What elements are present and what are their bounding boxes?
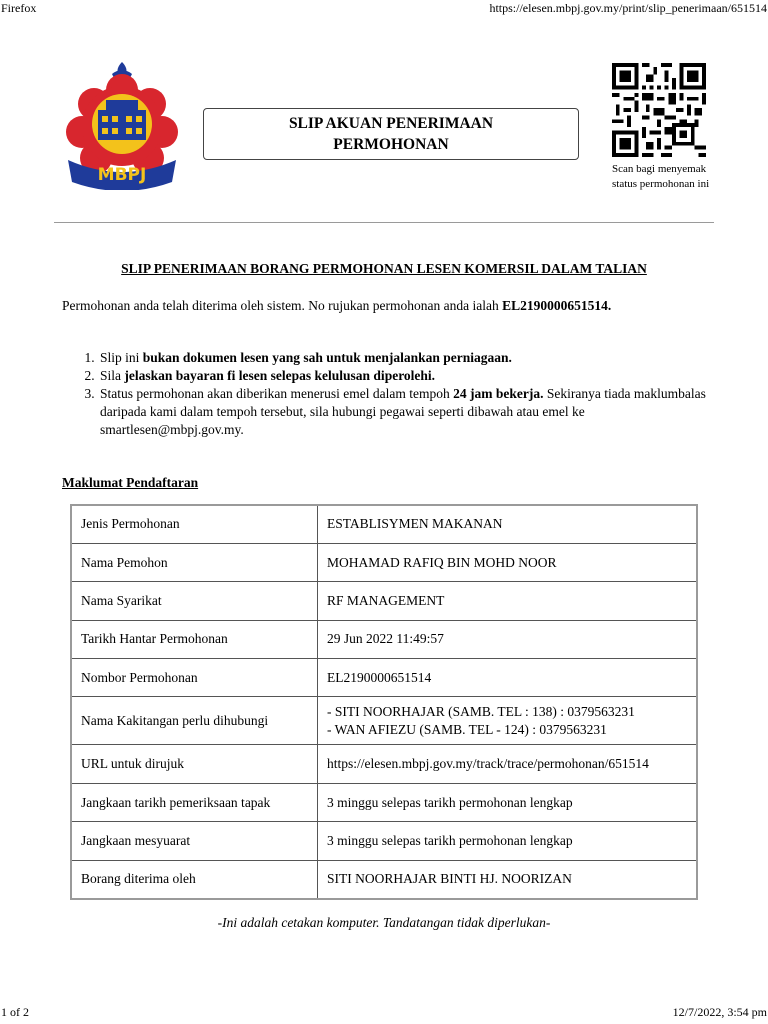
intro-paragraph bbox=[62, 298, 611, 314]
slip-title-box bbox=[203, 108, 579, 160]
row-value: MOHAMAD RAFIQ BIN MOHD NOOR bbox=[318, 543, 698, 581]
qr-code bbox=[612, 62, 706, 158]
row-value: EL2190000651514 bbox=[318, 659, 698, 697]
slip-title-line2: PERMOHONAN bbox=[333, 136, 449, 153]
table-row bbox=[71, 505, 697, 543]
row-label: Tarikh Hantar Permohonan bbox=[71, 620, 318, 658]
contact-line: - SITI NOORHAJAR (SAMB. TEL : 138) : 0379563231 bbox=[327, 703, 635, 719]
row-label: Jangkaan mesyuarat bbox=[71, 822, 318, 860]
computer-print-footnote: -Ini adalah cetakan komputer. Tandatangan tidak diperlukan- bbox=[217, 915, 551, 930]
table-row bbox=[71, 659, 697, 697]
table-row bbox=[71, 620, 697, 658]
logo-text: MBPJ bbox=[97, 165, 147, 185]
row-value: 3 minggu selepas tarikh permohonan lengkap bbox=[318, 822, 698, 860]
row-value: ESTABLISYMEN MAKANAN bbox=[318, 505, 698, 543]
table-row bbox=[71, 745, 697, 783]
header-divider bbox=[54, 222, 714, 223]
registration-info-table bbox=[70, 504, 698, 900]
qr-caption: Scan bagi menyemak status permohonan ini bbox=[612, 163, 710, 190]
print-footer bbox=[0, 1004, 768, 1024]
note-item: 1. Slip ini bukan dokumen lesen yang sah untuk menjalankan perniagaan. bbox=[98, 349, 728, 367]
document-heading: SLIP PENERIMAAN BORANG PERMOHONAN LESEN KOMERSIL DALAM TALIAN bbox=[121, 261, 647, 276]
table-row bbox=[71, 697, 697, 745]
notes-list bbox=[62, 349, 728, 439]
print-header-url: https://elesen.mbpj.gov.my/print/slip_penerimaan/651514 bbox=[489, 1, 767, 15]
row-label: Nama Syarikat bbox=[71, 582, 318, 620]
row-value-url: https://elesen.mbpj.gov.my/track/trace/permohonan/651514 bbox=[318, 745, 698, 783]
row-label: Jenis Permohonan bbox=[71, 505, 318, 543]
slip-title-line1: SLIP AKUAN PENERIMAAN bbox=[288, 115, 494, 132]
row-label: Nombor Permohonan bbox=[71, 659, 318, 697]
page-counter: 1 of 2 bbox=[1, 1005, 29, 1019]
row-label: Jangkaan tarikh pemeriksaan tapak bbox=[71, 783, 318, 821]
contact-line: - WAN AFIEZU (SAMB. TEL - 124) : 0379563231 bbox=[327, 721, 607, 737]
table-row bbox=[71, 822, 697, 860]
row-value bbox=[318, 697, 698, 745]
section-title: Maklumat Pendaftaran bbox=[62, 475, 199, 490]
table-row bbox=[71, 860, 697, 898]
row-value: 29 Jun 2022 11:49:57 bbox=[318, 620, 698, 658]
note-item: 3. Status permohonan akan diberikan menerusi emel dalam tempoh 24 jam bekerja. Sekiranya tiada maklumbalas daripada kami dalam tempoh tersebut, sila hubungi pegawai seperti dibawah atau emel ke smartlesen@mbpj.gov.my. bbox=[98, 385, 728, 439]
table-row bbox=[71, 543, 697, 581]
row-value: RF MANAGEMENT bbox=[318, 582, 698, 620]
row-value: 3 minggu selepas tarikh permohonan lengkap bbox=[318, 783, 698, 821]
row-label: Nama Pemohon bbox=[71, 543, 318, 581]
print-header bbox=[0, 0, 768, 18]
row-label: Borang diterima oleh bbox=[71, 860, 318, 898]
note-item: 2. Sila jelaskan bayaran fi lesen selepas kelulusan diperolehi. bbox=[98, 367, 728, 385]
row-label: URL untuk dirujuk bbox=[71, 745, 318, 783]
print-datetime: 12/7/2022, 3:54 pm bbox=[672, 1005, 767, 1019]
table-row bbox=[71, 582, 697, 620]
mbpj-logo bbox=[62, 60, 182, 190]
print-header-app-name: Firefox bbox=[1, 1, 37, 15]
reference-number: EL2190000651514. bbox=[502, 298, 612, 313]
intro-text: Permohonan anda telah diterima oleh sistem. No rujukan permohonan anda ialah bbox=[62, 298, 503, 313]
row-value: SITI NOORHAJAR BINTI HJ. NOORIZAN bbox=[318, 860, 698, 898]
table-row bbox=[71, 783, 697, 821]
row-label: Nama Kakitangan perlu dihubungi bbox=[71, 697, 318, 745]
